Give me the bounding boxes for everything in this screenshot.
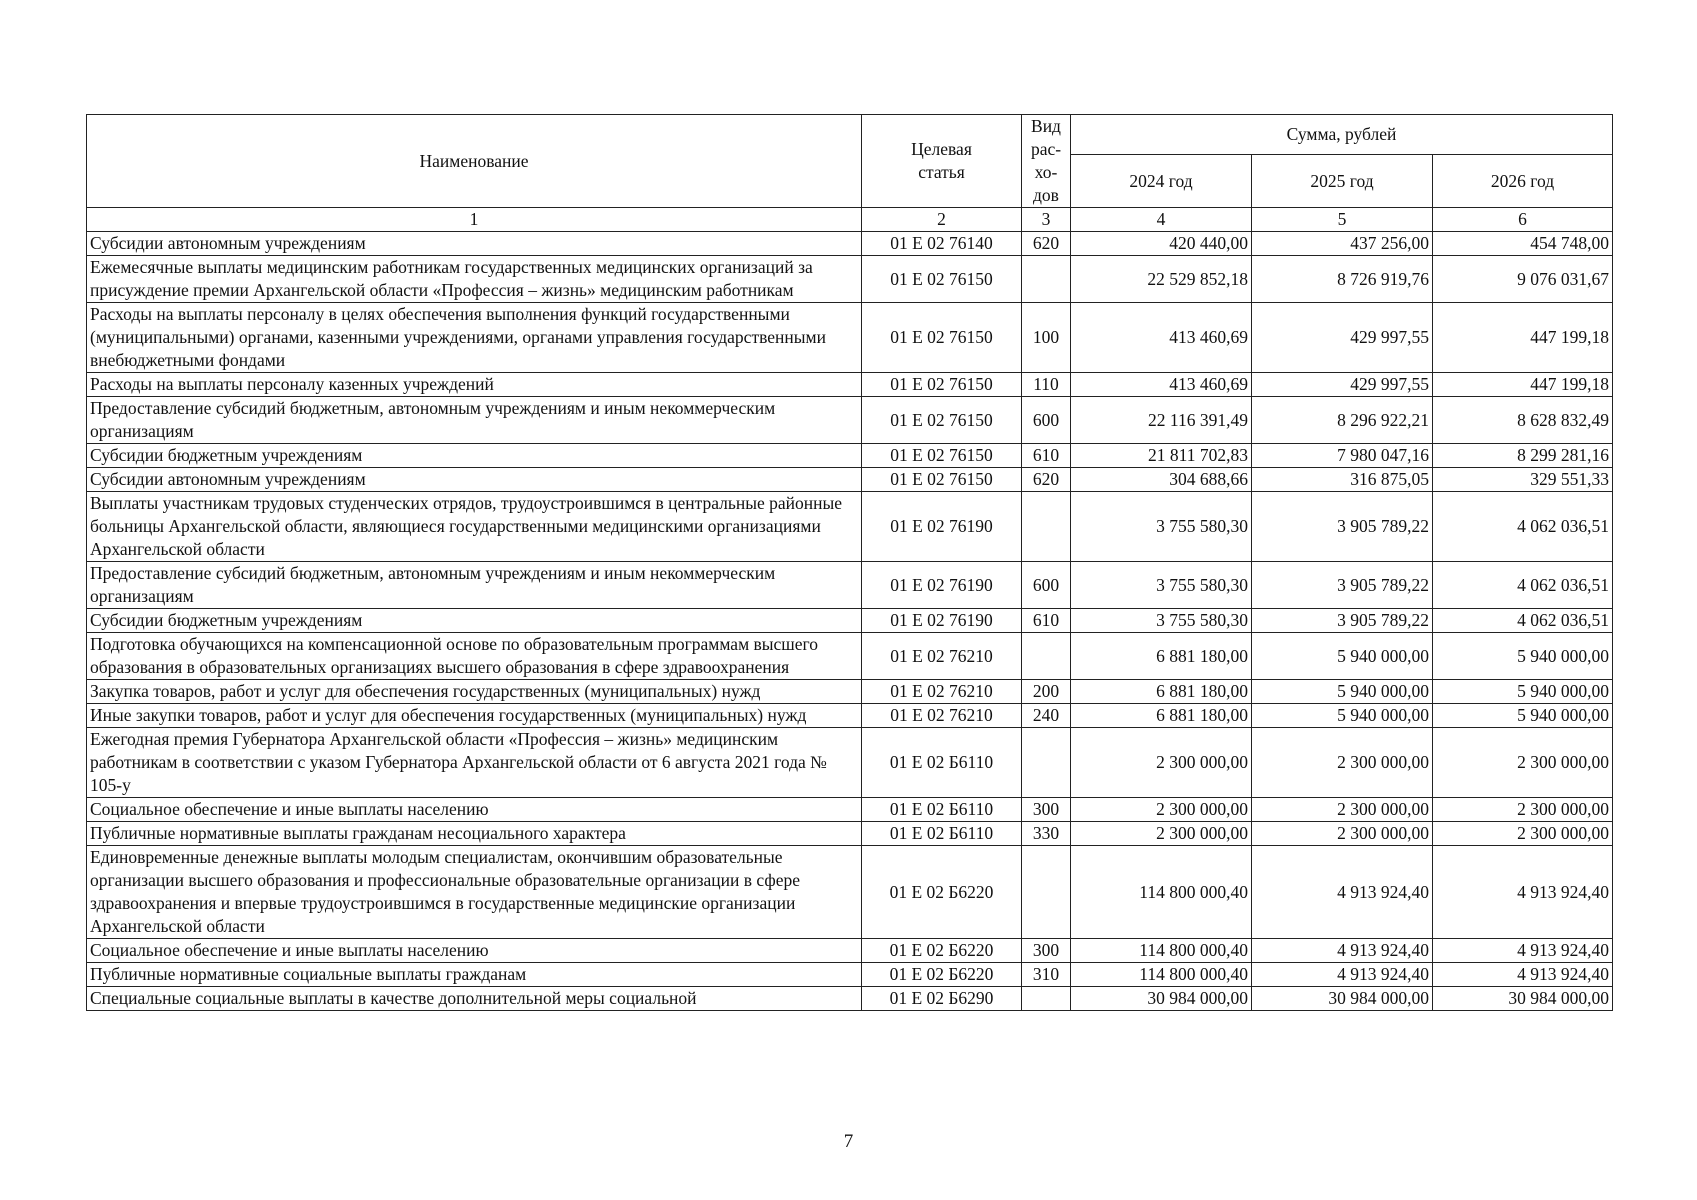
row-expense-kind <box>1022 256 1071 303</box>
row-expense-kind <box>1022 987 1071 1011</box>
row-sum-2025: 2 300 000,00 <box>1252 822 1433 846</box>
column-number: 4 <box>1071 208 1252 232</box>
row-sum-2026: 2 300 000,00 <box>1433 822 1613 846</box>
row-target-code: 01 Е 02 76150 <box>862 468 1022 492</box>
column-number: 5 <box>1252 208 1433 232</box>
table-row <box>87 562 1613 609</box>
row-sum-2024: 22 116 391,49 <box>1071 397 1252 444</box>
row-sum-2025: 8 296 922,21 <box>1252 397 1433 444</box>
row-name: Субсидии автономным учреждениям <box>87 468 862 492</box>
row-name: Социальное обеспечение и иные выплаты населению <box>87 939 862 963</box>
row-target-code: 01 Е 02 76150 <box>862 256 1022 303</box>
row-name: Единовременные денежные выплаты молодым специалистам, окончившим образовательные организации высшего образования и профессиональные образовательные организации в сфере здравоохранения и впервые трудоустроившимся в государственные медицинские организации Архангельской области <box>87 846 862 939</box>
table-row <box>87 468 1613 492</box>
row-sum-2026: 4 062 036,51 <box>1433 609 1613 633</box>
table-row <box>87 232 1613 256</box>
row-target-code: 01 Е 02 76210 <box>862 680 1022 704</box>
row-expense-kind <box>1022 633 1071 680</box>
row-sum-2024: 114 800 000,40 <box>1071 939 1252 963</box>
column-number: 3 <box>1022 208 1071 232</box>
row-target-code: 01 Е 02 Б6110 <box>862 798 1022 822</box>
row-name: Социальное обеспечение и иные выплаты населению <box>87 798 862 822</box>
header-code-line2: статья <box>918 162 965 182</box>
row-expense-kind: 620 <box>1022 468 1071 492</box>
row-sum-2025: 3 905 789,22 <box>1252 492 1433 562</box>
table-row <box>87 987 1613 1011</box>
row-sum-2024: 2 300 000,00 <box>1071 728 1252 798</box>
row-expense-kind: 610 <box>1022 444 1071 468</box>
row-sum-2026: 5 940 000,00 <box>1433 704 1613 728</box>
row-name: Предоставление субсидий бюджетным, автономным учреждениям и иным некоммерческим организациям <box>87 397 862 444</box>
row-sum-2026: 5 940 000,00 <box>1433 633 1613 680</box>
row-sum-2025: 429 997,55 <box>1252 303 1433 373</box>
row-sum-2026: 454 748,00 <box>1433 232 1613 256</box>
row-sum-2024: 413 460,69 <box>1071 373 1252 397</box>
header-kind-line: дов <box>1033 185 1059 205</box>
row-sum-2026: 4 062 036,51 <box>1433 562 1613 609</box>
row-sum-2025: 30 984 000,00 <box>1252 987 1433 1011</box>
row-name: Иные закупки товаров, работ и услуг для обеспечения государственных (муниципальных) нужд <box>87 704 862 728</box>
table-row <box>87 373 1613 397</box>
row-expense-kind: 300 <box>1022 798 1071 822</box>
page-number: 7 <box>843 1131 854 1152</box>
row-sum-2024: 2 300 000,00 <box>1071 798 1252 822</box>
row-target-code: 01 Е 02 76150 <box>862 373 1022 397</box>
table-row <box>87 728 1613 798</box>
header-year-2025: 2025 год <box>1252 155 1433 208</box>
row-target-code: 01 Е 02 76210 <box>862 633 1022 680</box>
table-row <box>87 256 1613 303</box>
header-sum: Сумма, рублей <box>1071 115 1613 155</box>
row-name: Выплаты участникам трудовых студенческих отрядов, трудоустроившимся в центральные районные больницы Архангельской области, являющиеся государственными медицинскими организациями Архангельской области <box>87 492 862 562</box>
row-sum-2025: 4 913 924,40 <box>1252 846 1433 939</box>
header-kind-line: Вид <box>1031 116 1061 136</box>
row-name: Подготовка обучающихся на компенсационной основе по образовательным программам высшего образования в образовательных организациях высшего образования в сфере здравоохранения <box>87 633 862 680</box>
row-name: Специальные социальные выплаты в качестве дополнительной меры социальной <box>87 987 862 1011</box>
row-name: Предоставление субсидий бюджетным, автономным учреждениям и иным некоммерческим организациям <box>87 562 862 609</box>
row-expense-kind: 600 <box>1022 562 1071 609</box>
row-sum-2024: 22 529 852,18 <box>1071 256 1252 303</box>
row-sum-2025: 2 300 000,00 <box>1252 728 1433 798</box>
table-row <box>87 680 1613 704</box>
row-target-code: 01 Е 02 76210 <box>862 704 1022 728</box>
row-name: Публичные нормативные социальные выплаты гражданам <box>87 963 862 987</box>
row-sum-2025: 429 997,55 <box>1252 373 1433 397</box>
row-sum-2026: 4 913 924,40 <box>1433 963 1613 987</box>
row-target-code: 01 Е 02 76190 <box>862 492 1022 562</box>
row-sum-2026: 5 940 000,00 <box>1433 680 1613 704</box>
budget-table <box>86 114 1613 1011</box>
row-target-code: 01 Е 02 Б6110 <box>862 822 1022 846</box>
column-number: 2 <box>862 208 1022 232</box>
row-sum-2024: 3 755 580,30 <box>1071 609 1252 633</box>
row-target-code: 01 Е 02 Б6110 <box>862 728 1022 798</box>
table-row <box>87 846 1613 939</box>
table-row <box>87 822 1613 846</box>
table-row <box>87 492 1613 562</box>
table-header <box>87 115 1613 232</box>
row-sum-2025: 7 980 047,16 <box>1252 444 1433 468</box>
row-sum-2024: 6 881 180,00 <box>1071 633 1252 680</box>
column-number: 1 <box>87 208 862 232</box>
column-number: 6 <box>1433 208 1613 232</box>
row-sum-2025: 2 300 000,00 <box>1252 798 1433 822</box>
row-target-code: 01 Е 02 76150 <box>862 444 1022 468</box>
row-sum-2026: 30 984 000,00 <box>1433 987 1613 1011</box>
row-target-code: 01 Е 02 76150 <box>862 303 1022 373</box>
row-sum-2024: 6 881 180,00 <box>1071 704 1252 728</box>
row-target-code: 01 Е 02 Б6290 <box>862 987 1022 1011</box>
row-expense-kind <box>1022 492 1071 562</box>
row-name: Закупка товаров, работ и услуг для обеспечения государственных (муниципальных) нужд <box>87 680 862 704</box>
row-sum-2024: 420 440,00 <box>1071 232 1252 256</box>
row-sum-2026: 329 551,33 <box>1433 468 1613 492</box>
row-name: Субсидии автономным учреждениям <box>87 232 862 256</box>
row-expense-kind: 240 <box>1022 704 1071 728</box>
header-kind-line: хо- <box>1034 162 1058 182</box>
table-row <box>87 798 1613 822</box>
row-name: Публичные нормативные выплаты гражданам несоциального характера <box>87 822 862 846</box>
header-year-2024: 2024 год <box>1071 155 1252 208</box>
row-sum-2026: 2 300 000,00 <box>1433 798 1613 822</box>
row-sum-2025: 3 905 789,22 <box>1252 562 1433 609</box>
row-target-code: 01 Е 02 76140 <box>862 232 1022 256</box>
row-name: Расходы на выплаты персоналу казенных учреждений <box>87 373 862 397</box>
row-sum-2025: 4 913 924,40 <box>1252 939 1433 963</box>
row-name: Субсидии бюджетным учреждениям <box>87 609 862 633</box>
table-row <box>87 303 1613 373</box>
header-code <box>862 115 1022 208</box>
row-sum-2025: 437 256,00 <box>1252 232 1433 256</box>
row-sum-2024: 21 811 702,83 <box>1071 444 1252 468</box>
table-body <box>87 232 1613 1011</box>
row-expense-kind: 330 <box>1022 822 1071 846</box>
row-target-code: 01 Е 02 76190 <box>862 562 1022 609</box>
header-name: Наименование <box>87 115 862 208</box>
row-target-code: 01 Е 02 Б6220 <box>862 846 1022 939</box>
row-expense-kind: 620 <box>1022 232 1071 256</box>
row-sum-2026: 4 062 036,51 <box>1433 492 1613 562</box>
row-name: Ежемесячные выплаты медицинским работникам государственных медицинских организаций за присуждение премии Архангельской области «Профессия – жизнь» медицинским работникам <box>87 256 862 303</box>
row-sum-2026: 447 199,18 <box>1433 303 1613 373</box>
row-sum-2026: 8 299 281,16 <box>1433 444 1613 468</box>
row-sum-2025: 4 913 924,40 <box>1252 963 1433 987</box>
row-sum-2024: 2 300 000,00 <box>1071 822 1252 846</box>
row-sum-2024: 6 881 180,00 <box>1071 680 1252 704</box>
row-sum-2026: 4 913 924,40 <box>1433 846 1613 939</box>
table-row <box>87 939 1613 963</box>
row-target-code: 01 Е 02 76190 <box>862 609 1022 633</box>
row-sum-2026: 4 913 924,40 <box>1433 939 1613 963</box>
row-expense-kind: 110 <box>1022 373 1071 397</box>
row-sum-2024: 3 755 580,30 <box>1071 562 1252 609</box>
row-sum-2024: 3 755 580,30 <box>1071 492 1252 562</box>
row-expense-kind: 610 <box>1022 609 1071 633</box>
row-sum-2024: 30 984 000,00 <box>1071 987 1252 1011</box>
header-code-line1: Целевая <box>911 139 972 159</box>
row-sum-2026: 447 199,18 <box>1433 373 1613 397</box>
row-sum-2025: 8 726 919,76 <box>1252 256 1433 303</box>
row-sum-2026: 9 076 031,67 <box>1433 256 1613 303</box>
row-name: Субсидии бюджетным учреждениям <box>87 444 862 468</box>
row-sum-2026: 8 628 832,49 <box>1433 397 1613 444</box>
header-kind <box>1022 115 1071 208</box>
table-row <box>87 963 1613 987</box>
row-sum-2024: 114 800 000,40 <box>1071 963 1252 987</box>
row-sum-2024: 114 800 000,40 <box>1071 846 1252 939</box>
row-target-code: 01 Е 02 Б6220 <box>862 939 1022 963</box>
row-expense-kind: 310 <box>1022 963 1071 987</box>
header-year-2026: 2026 год <box>1433 155 1613 208</box>
table-row <box>87 609 1613 633</box>
row-sum-2025: 5 940 000,00 <box>1252 633 1433 680</box>
column-numbers-row <box>87 208 1613 232</box>
row-sum-2025: 316 875,05 <box>1252 468 1433 492</box>
row-sum-2025: 5 940 000,00 <box>1252 704 1433 728</box>
row-expense-kind: 100 <box>1022 303 1071 373</box>
row-sum-2024: 304 688,66 <box>1071 468 1252 492</box>
row-expense-kind: 300 <box>1022 939 1071 963</box>
table-row <box>87 633 1613 680</box>
row-sum-2025: 5 940 000,00 <box>1252 680 1433 704</box>
row-target-code: 01 Е 02 Б6220 <box>862 963 1022 987</box>
table-row <box>87 444 1613 468</box>
row-name: Расходы на выплаты персоналу в целях обеспечения выполнения функций государственными (муниципальными) органами, казенными учреждениями, органами управления государственными внебюджетными фондами <box>87 303 862 373</box>
row-name: Ежегодная премия Губернатора Архангельской области «Профессия – жизнь» медицинским работникам в соответствии с указом Губернатора Архангельской области от 6 августа 2021 года № 105-у <box>87 728 862 798</box>
row-expense-kind: 600 <box>1022 397 1071 444</box>
row-expense-kind <box>1022 846 1071 939</box>
row-sum-2024: 413 460,69 <box>1071 303 1252 373</box>
row-expense-kind <box>1022 728 1071 798</box>
table-row <box>87 397 1613 444</box>
row-sum-2026: 2 300 000,00 <box>1433 728 1613 798</box>
row-expense-kind: 200 <box>1022 680 1071 704</box>
table-row <box>87 704 1613 728</box>
row-sum-2025: 3 905 789,22 <box>1252 609 1433 633</box>
header-kind-line: рас- <box>1030 139 1062 159</box>
row-target-code: 01 Е 02 76150 <box>862 397 1022 444</box>
